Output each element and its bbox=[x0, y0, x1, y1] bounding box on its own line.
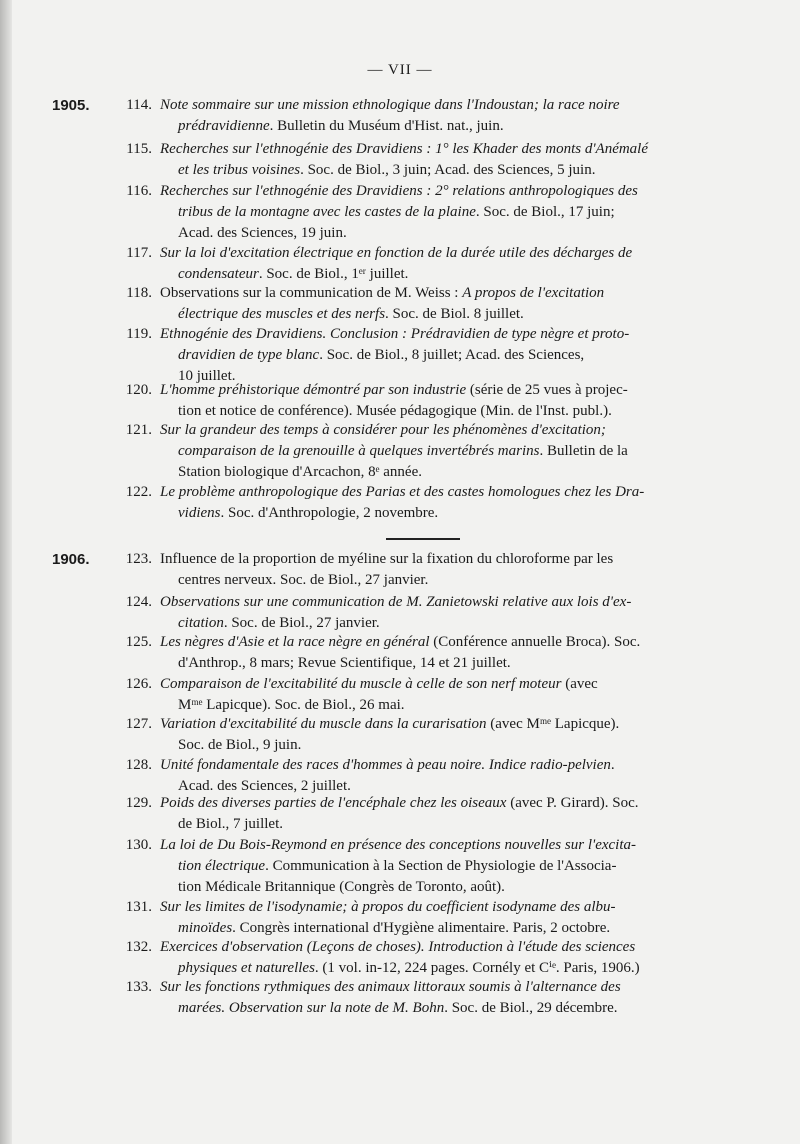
entry-text bbox=[160, 243, 718, 285]
entry-line bbox=[160, 613, 718, 634]
entry-line bbox=[160, 793, 718, 814]
entry-reference-text: (avec Mᵐᵉ Lapicque). bbox=[486, 716, 620, 732]
entry-title-text: électrique des muscles et des nerfs bbox=[178, 306, 386, 322]
entry-reference-text: Observations sur la communication de M. Weiss : bbox=[160, 285, 463, 301]
entry-reference-text: . Bulletin du Muséum d'Hist. nat., juin. bbox=[269, 118, 504, 134]
entry-reference-text: centres nerveux. Soc. de Biol., 27 janvier. bbox=[178, 572, 429, 588]
entry-title-text: Ethnogénie des Dravidiens. Conclusion : Prédravidien de type nègre et proto- bbox=[160, 326, 630, 342]
entry-line bbox=[160, 714, 718, 735]
entry-reference-text: (série de 25 vues à projec- bbox=[466, 382, 628, 398]
entry-title-text: tribus de la montagne avec les castes de la plaine bbox=[178, 204, 476, 220]
entry-line bbox=[160, 549, 718, 570]
entry-number: 116. bbox=[126, 183, 152, 199]
entry-line bbox=[160, 897, 718, 918]
entry-reference-text: de Biol., 7 juillet. bbox=[178, 816, 283, 832]
entry-number: 128. bbox=[125, 757, 152, 773]
entry-text bbox=[160, 482, 718, 524]
entry-text bbox=[160, 674, 718, 716]
entry-line bbox=[160, 441, 718, 462]
entry-title-text: Le problème anthropologique des Parias et des castes homologues chez les Dra- bbox=[160, 484, 645, 500]
entry-title-text: Note sommaire sur une mission ethnologique dans l'Indoustan; la race noire bbox=[160, 97, 620, 113]
entry-text bbox=[160, 549, 718, 591]
entry-reference-text: Acad. des Sciences, 2 juillet. bbox=[178, 778, 351, 794]
entry-text bbox=[160, 592, 718, 634]
entry-reference-text: . Bulletin de la bbox=[539, 443, 628, 459]
entry-title-text: Exercices d'observation (Leçons de choses). Introduction à l'étude des sciences bbox=[160, 939, 636, 955]
entry-reference-text: tion et notice de conférence). Musée pédagogique (Min. de l'Inst. publ.). bbox=[178, 403, 612, 419]
section-year: 1906. bbox=[52, 551, 90, 568]
entry-number: 126. bbox=[125, 676, 152, 692]
entry-reference-text: Station biologique d'Arcachon, 8ᵉ année. bbox=[178, 464, 422, 480]
page-binding-edge bbox=[0, 0, 12, 1144]
entry-line bbox=[160, 977, 718, 998]
entry-title-text: La loi de Du Bois-Reymond en présence des conceptions nouvelles sur l'excita- bbox=[160, 837, 636, 853]
entry-title-text: citation bbox=[178, 615, 224, 631]
entry-line bbox=[160, 592, 718, 613]
entry-reference-text: tion Médicale Britannique (Congrès de Toronto, août). bbox=[178, 879, 505, 895]
page-header-number: — VII — bbox=[367, 62, 433, 78]
entry-title-text: A propos de l'excitation bbox=[462, 285, 605, 301]
entry-title-text: Sur les limites de l'isodynamie; à propos du coefficient isodyname des albu- bbox=[160, 899, 616, 915]
entry-title-text: Variation d'excitabilité du muscle dans la curarisation bbox=[160, 716, 487, 732]
entry-number: 131. bbox=[125, 899, 152, 915]
entry-line bbox=[160, 632, 718, 653]
entry-title-text: marées. Observation sur la note de M. Bohn bbox=[178, 1000, 445, 1016]
entry-reference-text: . (1 vol. in-12, 224 pages. Cornély et Cⁱᵉ. Paris, 1906.) bbox=[314, 960, 640, 976]
entry-reference-text: 10 juillet. bbox=[178, 368, 236, 384]
entry-title-text: condensateur bbox=[178, 266, 259, 282]
entry-number: 132. bbox=[125, 939, 152, 955]
entry-line bbox=[160, 202, 718, 223]
entry-text bbox=[160, 380, 718, 422]
entry-text bbox=[160, 181, 718, 244]
entry-number: 117. bbox=[126, 245, 152, 261]
entry-line bbox=[160, 243, 718, 264]
entry-title-text: vidiens bbox=[178, 505, 221, 521]
entry-title-text: Sur la grandeur des temps à considérer pour les phénomènes d'excitation; bbox=[160, 422, 606, 438]
entry-number: 120. bbox=[125, 382, 152, 398]
entry-title-text: Sur les fonctions rythmiques des animaux littoraux soumis à l'alternance des bbox=[160, 979, 621, 995]
entry-number: 124. bbox=[125, 594, 152, 610]
entry-title-text: minoïdes bbox=[178, 920, 233, 936]
entry-line bbox=[160, 918, 718, 939]
entry-number: 129. bbox=[125, 795, 152, 811]
entry-title-text: Recherches sur l'ethnogénie des Dravidiens : 2° relations anthropologiques des bbox=[160, 183, 638, 199]
entry-line bbox=[160, 160, 718, 181]
entry-reference-text: (avec P. Girard). Soc. bbox=[506, 795, 639, 811]
entry-line bbox=[160, 304, 718, 325]
entry-line bbox=[160, 856, 718, 877]
entry-line bbox=[160, 462, 718, 483]
entry-number: 119. bbox=[126, 326, 152, 342]
entry-title-text: Recherches sur l'ethnogénie des Dravidiens : 1° les Khader des monts d'Anémalé bbox=[160, 141, 649, 157]
entry-line bbox=[160, 95, 718, 116]
entry-text bbox=[160, 793, 718, 835]
entry-number: 114. bbox=[126, 97, 152, 113]
entry-text bbox=[160, 420, 718, 483]
entry-text bbox=[160, 714, 718, 756]
entry-line bbox=[160, 674, 718, 695]
entry-number: 133. bbox=[125, 979, 152, 995]
entry-line bbox=[160, 116, 718, 137]
entry-number: 121. bbox=[125, 422, 152, 438]
entry-reference-text: Soc. de Biol., 9 juin. bbox=[178, 737, 302, 753]
entry-line bbox=[160, 998, 718, 1019]
entry-text bbox=[160, 632, 718, 674]
entry-line bbox=[160, 420, 718, 441]
entry-reference-text: . Soc. de Biol., 3 juin; Acad. des Sciences, 5 juin. bbox=[300, 162, 596, 178]
entry-title-text: L'homme préhistorique démontré par son industrie bbox=[160, 382, 467, 398]
entry-reference-text: . bbox=[610, 757, 615, 773]
entry-text bbox=[160, 897, 718, 939]
entry-reference-text: Mᵐᵉ Lapicque). Soc. de Biol., 26 mai. bbox=[178, 697, 405, 713]
entry-text bbox=[160, 977, 718, 1019]
entry-reference-text: . Soc. de Biol., 1ᵉʳ juillet. bbox=[258, 266, 409, 282]
entry-text bbox=[160, 95, 718, 137]
entry-text bbox=[160, 283, 718, 325]
entry-title-text: Les nègres d'Asie et la race nègre en général bbox=[160, 634, 430, 650]
entry-text bbox=[160, 324, 718, 387]
entry-title-text: physiques et naturelles bbox=[178, 960, 315, 976]
entry-reference-text: . Soc. de Biol. 8 juillet. bbox=[385, 306, 524, 322]
entry-reference-text: Influence de la proportion de myéline sur la fixation du chloroforme par les bbox=[160, 551, 614, 567]
entry-title-text: dravidien de type blanc bbox=[178, 347, 320, 363]
entry-line bbox=[160, 324, 718, 345]
entry-reference-text: Acad. des Sciences, 19 juin. bbox=[178, 225, 347, 241]
entry-number: 123. bbox=[125, 551, 152, 567]
entry-line bbox=[160, 283, 718, 304]
entry-line bbox=[160, 401, 718, 422]
entry-line bbox=[160, 937, 718, 958]
entry-reference-text: (Conférence annuelle Broca). Soc. bbox=[429, 634, 641, 650]
entry-line bbox=[160, 264, 718, 285]
entry-title-text: comparaison de la grenouille à quelques invertébrés marins bbox=[178, 443, 540, 459]
entry-line bbox=[160, 958, 718, 979]
entry-number: 127. bbox=[125, 716, 152, 732]
entry-line bbox=[160, 835, 718, 856]
entry-line bbox=[160, 814, 718, 835]
entry-reference-text: d'Anthrop., 8 mars; Revue Scientifique, 14 et 21 juillet. bbox=[178, 655, 511, 671]
entry-number: 125. bbox=[125, 634, 152, 650]
entry-line bbox=[160, 223, 718, 244]
entry-number: 115. bbox=[126, 141, 152, 157]
entry-title-text: prédravidienne bbox=[178, 118, 270, 134]
entry-line bbox=[160, 755, 718, 776]
entry-title-text: et les tribus voisines bbox=[178, 162, 301, 178]
section-separator bbox=[386, 538, 460, 540]
entry-text bbox=[160, 937, 718, 979]
entry-line bbox=[160, 181, 718, 202]
entry-reference-text: (avec bbox=[561, 676, 598, 692]
section-year: 1905. bbox=[52, 97, 90, 114]
entry-number: 118. bbox=[126, 285, 152, 301]
entry-title-text: Poids des diverses parties de l'encéphale chez les oiseaux bbox=[160, 795, 507, 811]
entry-title-text: Unité fondamentale des races d'hommes à peau noire. Indice radio-pelvien bbox=[160, 757, 611, 773]
entry-line bbox=[160, 877, 718, 898]
entry-reference-text: . Congrès international d'Hygiène alimentaire. Paris, 2 octobre. bbox=[232, 920, 611, 936]
entry-number: 122. bbox=[125, 484, 152, 500]
entry-reference-text: . Soc. de Biol., 29 décembre. bbox=[444, 1000, 618, 1016]
entry-line bbox=[160, 380, 718, 401]
entry-reference-text: . Soc. de Biol., 8 juillet; Acad. des Sciences, bbox=[319, 347, 585, 363]
entry-line bbox=[160, 482, 718, 503]
entry-line bbox=[160, 695, 718, 716]
entry-line bbox=[160, 503, 718, 524]
entry-reference-text: . Soc. d'Anthropologie, 2 novembre. bbox=[220, 505, 439, 521]
entry-text bbox=[160, 835, 718, 898]
entry-reference-text: . Communication à la Section de Physiologie de l'Associa- bbox=[265, 858, 617, 874]
entry-title-text: Comparaison de l'excitabilité du muscle à celle de son nerf moteur bbox=[160, 676, 562, 692]
entry-line bbox=[160, 735, 718, 756]
entry-reference-text: . Soc. de Biol., 27 janvier. bbox=[223, 615, 380, 631]
entry-line bbox=[160, 345, 718, 366]
entry-text bbox=[160, 139, 718, 181]
entry-line bbox=[160, 139, 718, 160]
entry-line bbox=[160, 570, 718, 591]
entry-title-text: Sur la loi d'excitation électrique en fonction de la durée utile des décharges de bbox=[160, 245, 633, 261]
entry-number: 130. bbox=[125, 837, 152, 853]
entry-text bbox=[160, 755, 718, 797]
entry-title-text: Observations sur une communication de M. Zanietowski relative aux lois d'ex- bbox=[160, 594, 632, 610]
entry-title-text: tion électrique bbox=[178, 858, 266, 874]
entry-reference-text: . Soc. de Biol., 17 juin; bbox=[475, 204, 615, 220]
entry-line bbox=[160, 653, 718, 674]
